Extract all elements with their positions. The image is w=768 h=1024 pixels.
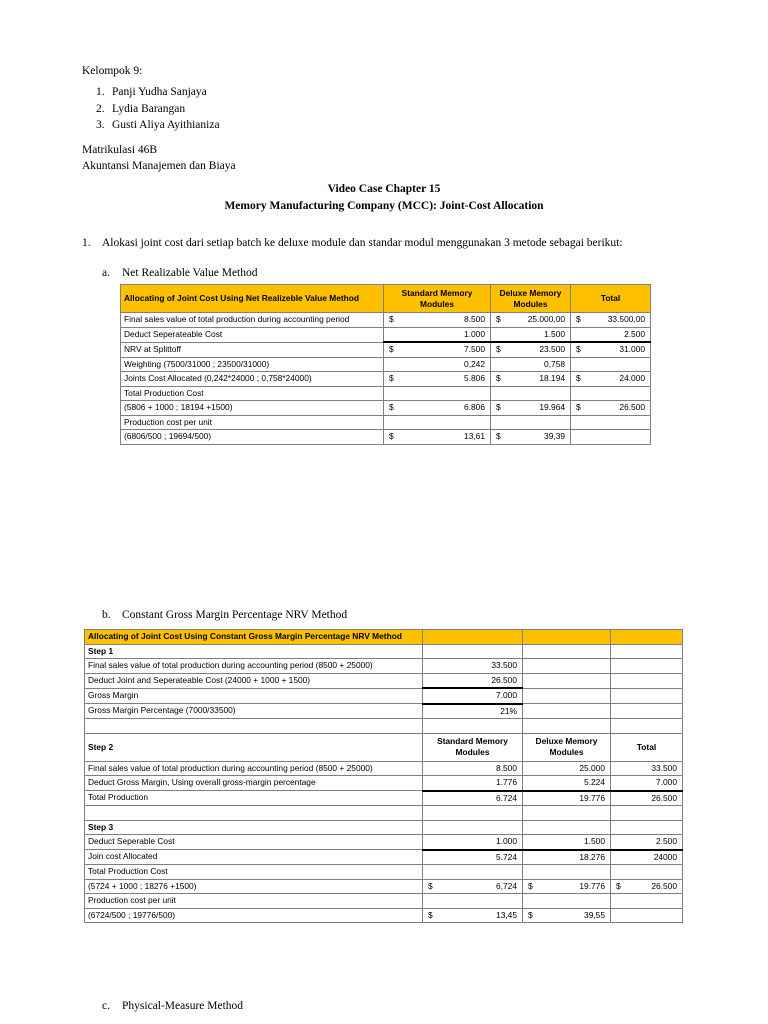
cell-value [449, 820, 523, 835]
cell-value: 39,55 [549, 908, 611, 923]
cell-value [637, 894, 683, 909]
cell-currency: $ [491, 430, 517, 445]
cell-currency [423, 820, 449, 835]
cell-currency [611, 673, 637, 688]
cell-value: 33.500 [449, 659, 523, 674]
table-header-row [121, 285, 651, 313]
spacer-cell [549, 806, 611, 821]
table-row [85, 791, 683, 806]
cell-currency: $ [571, 313, 597, 328]
cell-value [549, 865, 611, 880]
cell-value: 19.964 [517, 401, 571, 416]
item-marker: c. [102, 1000, 110, 1012]
table-spacer-row [85, 806, 683, 821]
spacer-cell [449, 719, 523, 734]
table-row [85, 659, 683, 674]
cell-value: 39,39 [517, 430, 571, 445]
table-row [85, 761, 683, 776]
cell-currency [423, 673, 449, 688]
cell-value: 19.776 [549, 879, 611, 894]
item-marker: a. [102, 267, 110, 279]
cell-currency [423, 894, 449, 909]
cell-currency: $ [423, 879, 449, 894]
cell-value: 8.500 [410, 313, 491, 328]
table-row [85, 865, 683, 880]
cell-currency [611, 894, 637, 909]
list-item [82, 101, 682, 117]
cell-currency: $ [611, 879, 637, 894]
table2-col-deluxe: Deluxe Memory Modules [523, 733, 611, 761]
table-row [85, 820, 683, 835]
cell-currency: $ [491, 342, 517, 357]
cell-value: 13,45 [449, 908, 523, 923]
row-label: Join cost Allocated [85, 850, 423, 865]
cell-currency [523, 761, 549, 776]
list-item-label: Gusti Aliya Ayithianiza [112, 118, 220, 131]
cell-value: 7.000 [449, 688, 523, 704]
cell-value: 1.500 [517, 327, 571, 342]
cell-currency [384, 327, 410, 342]
cell-currency [611, 820, 637, 835]
cell-currency [611, 688, 637, 704]
row-label: Deduct Joint and Seperateable Cost (24000 + 1000 + 1500) [85, 673, 423, 688]
cell-currency [523, 673, 549, 688]
cell-value [637, 908, 683, 923]
cell-value: 5.224 [549, 776, 611, 791]
cell-value [517, 386, 571, 401]
table-row [121, 430, 651, 445]
list-item [82, 117, 682, 133]
row-label: NRV at Splittoff [121, 342, 384, 357]
item-marker: 1. [82, 237, 91, 249]
cell-currency [611, 791, 637, 806]
cell-currency [523, 688, 549, 704]
cell-value [449, 865, 523, 880]
table-row [85, 894, 683, 909]
cell-value: 24.000 [597, 372, 651, 387]
cell-currency: $ [384, 342, 410, 357]
cell-currency [571, 357, 597, 372]
cell-value: 25.000 [549, 761, 611, 776]
cell-currency [611, 865, 637, 880]
table-row [121, 386, 651, 401]
cell-value [637, 644, 683, 659]
cell-currency [571, 386, 597, 401]
title-line-1: Video Case Chapter 15 [327, 183, 441, 195]
cell-currency [611, 776, 637, 791]
list-item-number: 2. [96, 102, 105, 115]
step3-label: Step 3 [85, 820, 423, 835]
cell-value: 33.500 [637, 761, 683, 776]
cell-currency: $ [384, 313, 410, 328]
cell-currency [491, 327, 517, 342]
table1-col-total: Total [571, 285, 651, 313]
list-item [82, 84, 682, 100]
spacer-cell [423, 719, 449, 734]
cell-value: 33.500,00 [597, 313, 651, 328]
list-item-number: 1. [96, 86, 105, 99]
table-row [85, 835, 683, 850]
cell-value: 21% [449, 704, 523, 719]
cell-value [549, 673, 611, 688]
row-label: Joints Cost Allocated (0,242*24000 ; 0,758*24000) [121, 372, 384, 387]
table2-header-blank-2 [523, 630, 611, 645]
row-label: Production cost per unit [85, 894, 423, 909]
row-label: (5724 + 1000 ; 18276 +1500) [85, 879, 423, 894]
spacer-cell [85, 719, 423, 734]
cell-currency: $ [491, 372, 517, 387]
list-item-number: 3. [96, 118, 105, 131]
cell-value [637, 865, 683, 880]
spacer-cell [523, 806, 549, 821]
table2-col-total: Total [611, 733, 683, 761]
table-row [121, 372, 651, 387]
table-row [85, 688, 683, 704]
row-label: Gross Margin [85, 688, 423, 704]
cell-value: 2.500 [637, 835, 683, 850]
cell-currency [423, 776, 449, 791]
cell-value [597, 415, 651, 430]
constant-gross-margin-table [84, 629, 683, 923]
cell-value [549, 894, 611, 909]
cell-value [410, 386, 491, 401]
spacer-cell [85, 806, 423, 821]
row-label: Final sales value of total production during accounting period [121, 313, 384, 328]
cell-value [637, 704, 683, 719]
spacer-cell [549, 719, 611, 734]
cell-value: 1.000 [410, 327, 491, 342]
table-row [121, 313, 651, 328]
item-text: Physical-Measure Method [122, 1000, 244, 1012]
cell-value [637, 673, 683, 688]
cell-value: 7.000 [637, 776, 683, 791]
cell-currency [611, 704, 637, 719]
row-label: Total Production Cost [85, 865, 423, 880]
cell-currency [523, 704, 549, 719]
table-header-row [85, 733, 683, 761]
table-row [85, 704, 683, 719]
spacer-cell [449, 806, 523, 821]
cell-value: 18.194 [517, 372, 571, 387]
cell-value: 5.724 [449, 850, 523, 865]
cell-currency [523, 850, 549, 865]
cell-currency [423, 850, 449, 865]
item-text: Constant Gross Margin Percentage NRV Method [122, 609, 348, 621]
cell-currency [571, 415, 597, 430]
table-row [85, 908, 683, 923]
cell-value: 1.776 [449, 776, 523, 791]
cell-value [637, 688, 683, 704]
lettered-item-b [102, 608, 347, 623]
table-header-row [85, 630, 683, 645]
cell-value: 2.500 [597, 327, 651, 342]
row-label: (6724/500 ; 19776/500) [85, 908, 423, 923]
table-row [121, 327, 651, 342]
cell-value: 1.000 [449, 835, 523, 850]
item-marker: b. [102, 609, 111, 621]
cell-value [637, 659, 683, 674]
cell-currency: $ [571, 342, 597, 357]
cell-currency: $ [523, 879, 549, 894]
row-label: Total Production [85, 791, 423, 806]
cell-value [597, 430, 651, 445]
row-label: Final sales value of total production during accounting period (8500 + 25000) [85, 659, 423, 674]
group-label: Kelompok 9: [82, 65, 143, 77]
table1-col-standard: Standard Memory Modules [384, 285, 491, 313]
table2-title-cell: Allocating of Joint Cost Using Constant Gross Margin Percentage NRV Method [85, 630, 423, 645]
cell-value [549, 644, 611, 659]
table-row [85, 673, 683, 688]
cell-currency [611, 761, 637, 776]
cell-value: 25.000,00 [517, 313, 571, 328]
spacer-cell [611, 806, 637, 821]
numbered-item-1 [82, 236, 623, 251]
table1-col-deluxe: Deluxe Memory Modules [491, 285, 571, 313]
table2-header-blank-1 [423, 630, 523, 645]
cell-value: 18.276 [549, 850, 611, 865]
table-row [85, 776, 683, 791]
row-label: Production cost per unit [121, 415, 384, 430]
table1-title-cell: Allocating of Joint Cost Using Net Realizeble Value Method [121, 285, 384, 313]
cell-value: 1.500 [549, 835, 611, 850]
cell-currency: $ [491, 313, 517, 328]
lettered-item-a [102, 266, 258, 281]
cell-currency: $ [423, 908, 449, 923]
cell-value [449, 644, 523, 659]
cell-value: 0,242 [410, 357, 491, 372]
cell-currency [423, 835, 449, 850]
table-row [121, 342, 651, 357]
row-label: Deduct Seperateable Cost [121, 327, 384, 342]
spacer-cell [523, 719, 549, 734]
cell-currency [491, 415, 517, 430]
spacer-cell [423, 806, 449, 821]
cell-value [637, 820, 683, 835]
table2-col-standard: Standard Memory Modules [423, 733, 523, 761]
spacer-cell [637, 806, 683, 821]
row-label: Deduct Gross Margin, Using overall gross-margin percentage [85, 776, 423, 791]
table-spacer-row [85, 719, 683, 734]
document-header [82, 63, 682, 175]
row-label: (5806 + 1000 ; 18194 +1500) [121, 401, 384, 416]
spacer-cell [637, 719, 683, 734]
item-text: Alokasi joint cost dari setiap batch ke deluxe module dan standar modul menggunakan 3 metode sebagai berikut: [102, 237, 623, 249]
cell-currency [384, 386, 410, 401]
row-label: Weighting (7500/31000 ; 23500/31000) [121, 357, 384, 372]
cell-value: 26.500 [597, 401, 651, 416]
cell-currency [384, 415, 410, 430]
cell-value [410, 415, 491, 430]
cell-currency: $ [571, 372, 597, 387]
cell-currency [523, 659, 549, 674]
cell-currency [523, 865, 549, 880]
row-label: (6806/500 ; 19694/500) [121, 430, 384, 445]
step1-label: Step 1 [85, 644, 423, 659]
cell-value: 19.776 [549, 791, 611, 806]
cell-value [549, 659, 611, 674]
cell-value: 13,61 [410, 430, 491, 445]
cell-value: 7.500 [410, 342, 491, 357]
table-row [121, 401, 651, 416]
program-label: Matrikulasi 46B [82, 144, 158, 157]
cell-currency: $ [491, 401, 517, 416]
cell-value [549, 820, 611, 835]
cell-value [597, 357, 651, 372]
cell-value: 8.500 [449, 761, 523, 776]
cell-currency [523, 835, 549, 850]
cell-currency [423, 791, 449, 806]
table-row [85, 644, 683, 659]
step2-label: Step 2 [85, 733, 423, 761]
cell-value: 5.806 [410, 372, 491, 387]
cell-currency [611, 659, 637, 674]
row-label: Total Production Cost [121, 386, 384, 401]
cell-currency [491, 386, 517, 401]
list-item-label: Panji Yudha Sanjaya [112, 86, 207, 99]
table2-header-blank-3 [611, 630, 683, 645]
spacer-cell [611, 719, 637, 734]
cell-currency [611, 644, 637, 659]
cell-value: 6.806 [410, 401, 491, 416]
cell-value: 6,724 [449, 879, 523, 894]
cell-currency: $ [523, 908, 549, 923]
cell-value: 31.000 [597, 342, 651, 357]
cell-currency: $ [571, 401, 597, 416]
row-label: Deduct Seperable Cost [85, 835, 423, 850]
cell-currency [523, 776, 549, 791]
cell-value [449, 894, 523, 909]
cell-currency [611, 835, 637, 850]
cell-currency [523, 644, 549, 659]
cell-value: 26.500 [449, 673, 523, 688]
cell-value: 23.500 [517, 342, 571, 357]
course-label: Akuntansi Manajemen dan Biaya [82, 160, 236, 173]
cell-value: 0,758 [517, 357, 571, 372]
item-text: Net Realizable Value Method [122, 267, 258, 279]
cell-currency [423, 704, 449, 719]
cell-currency [611, 850, 637, 865]
table-row [121, 415, 651, 430]
cell-value: 6.724 [449, 791, 523, 806]
cell-currency [571, 430, 597, 445]
cell-currency [423, 688, 449, 704]
cell-value: 26.500 [637, 879, 683, 894]
table-row [85, 879, 683, 894]
cell-currency: $ [384, 372, 410, 387]
row-label: Gross Margin Percentage (7000/33500) [85, 704, 423, 719]
list-item-label: Lydia Barangan [112, 102, 186, 115]
cell-currency: $ [384, 401, 410, 416]
cell-currency [423, 659, 449, 674]
cell-currency [384, 357, 410, 372]
nrv-method-table [120, 284, 651, 445]
cell-currency [491, 357, 517, 372]
cell-currency [423, 644, 449, 659]
cell-value: 26.500 [637, 791, 683, 806]
cell-currency: $ [384, 430, 410, 445]
table-row [85, 850, 683, 865]
cell-currency [571, 327, 597, 342]
cell-value [597, 386, 651, 401]
lettered-item-c [102, 999, 243, 1014]
title-line-2: Memory Manufacturing Company (MCC): Joint-Cost Allocation [224, 199, 544, 212]
cell-currency [523, 894, 549, 909]
cell-currency [423, 865, 449, 880]
row-label: Final sales value of total production during accounting period (8500 + 25000) [85, 761, 423, 776]
cell-value: 24000 [637, 850, 683, 865]
cell-currency [611, 908, 637, 923]
page-title [0, 181, 768, 214]
table-row [121, 357, 651, 372]
cell-value [549, 704, 611, 719]
cell-currency [523, 791, 549, 806]
cell-value [517, 415, 571, 430]
member-list [82, 84, 682, 133]
cell-currency [523, 820, 549, 835]
cell-value [549, 688, 611, 704]
cell-currency [423, 761, 449, 776]
